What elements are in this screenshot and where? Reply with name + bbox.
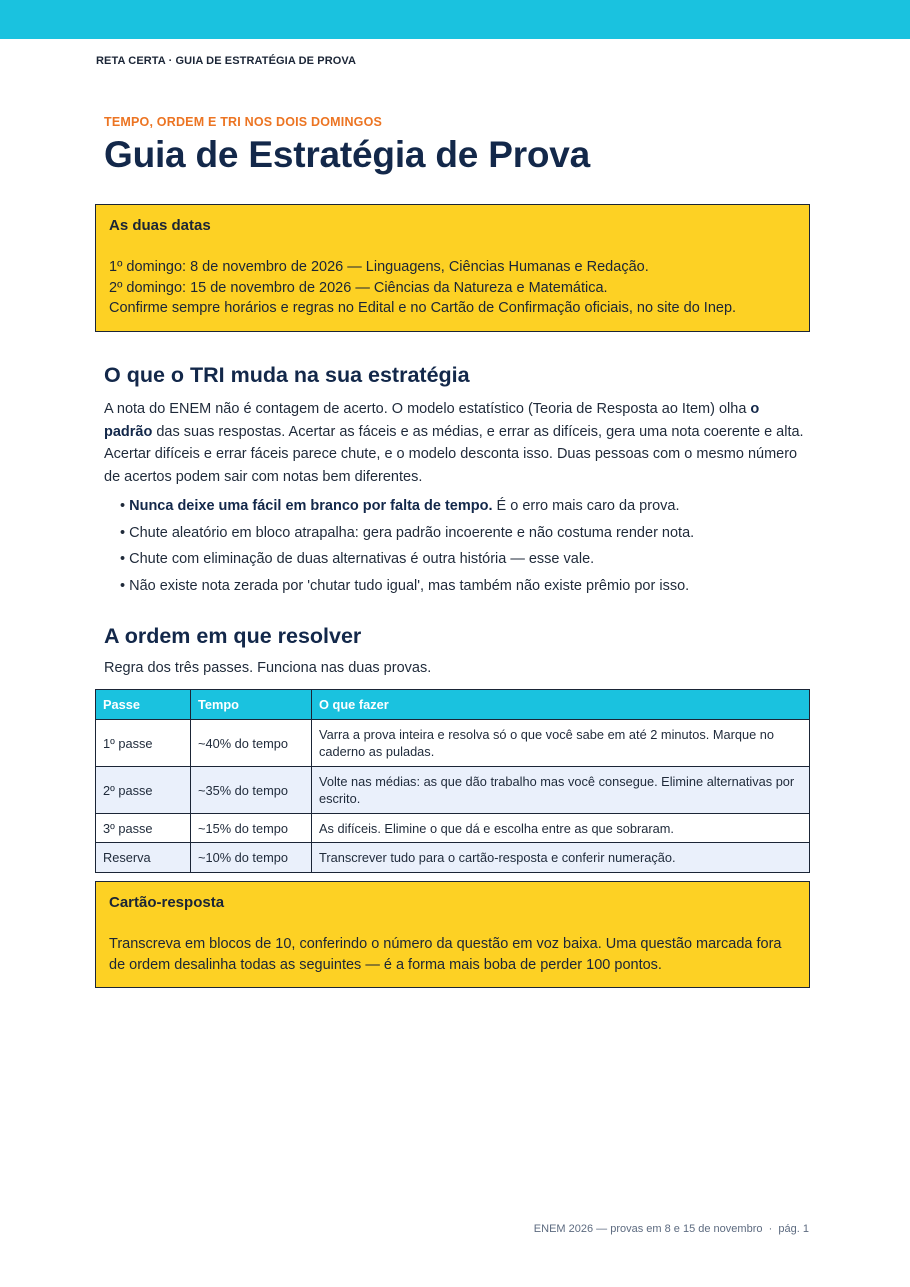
tri-bullet-list: [120, 496, 810, 602]
table-cell: ~35% do tempo: [191, 767, 312, 814]
list-item: [120, 496, 810, 523]
list-item: [120, 523, 810, 550]
table-cell: ~10% do tempo: [191, 843, 312, 873]
bullet-text: Não existe nota zerada por 'chutar tudo igual', mas também não existe prêmio por isso.: [129, 577, 690, 594]
answer-card-line: Transcreva em blocos de 10, conferindo o número da questão em voz baixa. Uma questão marcada fora: [109, 936, 782, 952]
table-row: [96, 814, 810, 843]
table-row: [96, 843, 810, 873]
running-header: RETA CERTA · GUIA DE ESTRATÉGIA DE PROVA: [96, 55, 357, 67]
bullet-bold-text: Nunca deixe uma fácil em branco por falta de tempo.: [129, 498, 493, 514]
dates-line-second-sunday: 2º domingo: 15 de novembro de 2026 — Ciências da Natureza e Matemática.: [109, 279, 608, 296]
order-intro: Regra dos três passes. Funciona nas duas provas.: [104, 660, 432, 676]
table-cell: Reserva: [96, 843, 191, 873]
footer-separator: ·: [768, 1223, 773, 1235]
table-row: [96, 720, 810, 767]
section-heading-order: A ordem em que resolver: [104, 624, 362, 648]
page-footer: [534, 1223, 809, 1235]
table-cell: 1º passe: [96, 720, 191, 767]
tri-paragraph-end: das suas respostas. Acertar as fáceis e as médias, e errar as difíceis, gera uma nota coerente e alta. Acertar difíceis e errar fáceis parece chute, e o modelo desconta isso. Duas pessoas com o mesmo número de acertos podem sair com notas bem diferentes.: [104, 423, 804, 485]
bullet-text: Chute com eliminação de duas alternativas é outra história — esse vale.: [129, 551, 595, 568]
table-cell: As difíceis. Elimine o que dá e escolha entre as que sobraram.: [312, 814, 810, 843]
table-cell: Volte nas médias: as que dão trabalho mas você consegue. Elimine alternativas por escrito.: [312, 767, 810, 814]
list-item: [120, 576, 810, 603]
footer-text: ENEM 2026 — provas em 8 e 15 de novembro: [533, 1223, 763, 1235]
bullet-mark: •: [120, 524, 126, 541]
table-cell: ~40% do tempo: [191, 720, 312, 767]
passes-table: [95, 689, 810, 873]
bullet-text: Chute aleatório em bloco atrapalha: gera padrão incoerente e não costuma render nota.: [129, 524, 695, 541]
tri-paragraph: [104, 398, 804, 488]
table-cell: ~15% do tempo: [191, 814, 312, 843]
eyebrow-label: TEMPO, ORDEM E TRI NOS DOIS DOMINGOS: [104, 115, 383, 129]
table-cell: 3º passe: [96, 814, 191, 843]
column-header-tempo: Tempo: [191, 690, 312, 720]
answer-card-callout-title: Cartão-resposta: [109, 894, 225, 911]
tri-paragraph-bold: o padrão: [104, 401, 760, 440]
list-item: [120, 549, 810, 576]
answer-card-line: de ordem desalinha todas as seguintes — é a forma mais boba de perder 100 pontos.: [109, 956, 662, 973]
bullet-mark: •: [120, 551, 126, 568]
column-header-passe: Passe: [96, 690, 191, 720]
table-cell: Transcrever tudo para o cartão-resposta e conferir numeração.: [312, 843, 810, 873]
top-color-band: [0, 0, 910, 39]
bullet-mark: •: [120, 577, 126, 594]
dates-callout: [95, 204, 810, 332]
bullet-text: É o erro mais caro da prova.: [492, 498, 680, 514]
table-cell: Varra a prova inteira e resolva só o que você sabe em até 2 minutos. Marque no caderno as puladas.: [312, 720, 810, 767]
dates-line-first-sunday: 1º domingo: 8 de novembro de 2026 — Linguagens, Ciências Humanas e Redação.: [109, 259, 649, 275]
answer-card-callout-body: [109, 934, 796, 975]
page-title: Guia de Estratégia de Prova: [104, 134, 591, 175]
table-row: [96, 767, 810, 814]
tri-paragraph-start: A nota do ENEM não é contagem de acerto. O modelo estatístico (Teoria de Resposta ao Item) olha: [104, 401, 751, 417]
column-header-o-que-fazer: O que fazer: [312, 690, 810, 720]
answer-card-callout: [95, 881, 810, 988]
dates-line-confirm: Confirme sempre horários e regras no Edital e no Cartão de Confirmação oficiais, no site do Inep.: [109, 300, 737, 317]
page-number: pág. 1: [778, 1223, 809, 1235]
bullet-mark: •: [120, 498, 126, 514]
table-header-row: [96, 690, 810, 720]
table-cell: 2º passe: [96, 767, 191, 814]
section-heading-tri: O que o TRI muda na sua estratégia: [104, 363, 470, 387]
dates-callout-body: [109, 257, 796, 319]
dates-callout-title: As duas datas: [109, 217, 211, 234]
